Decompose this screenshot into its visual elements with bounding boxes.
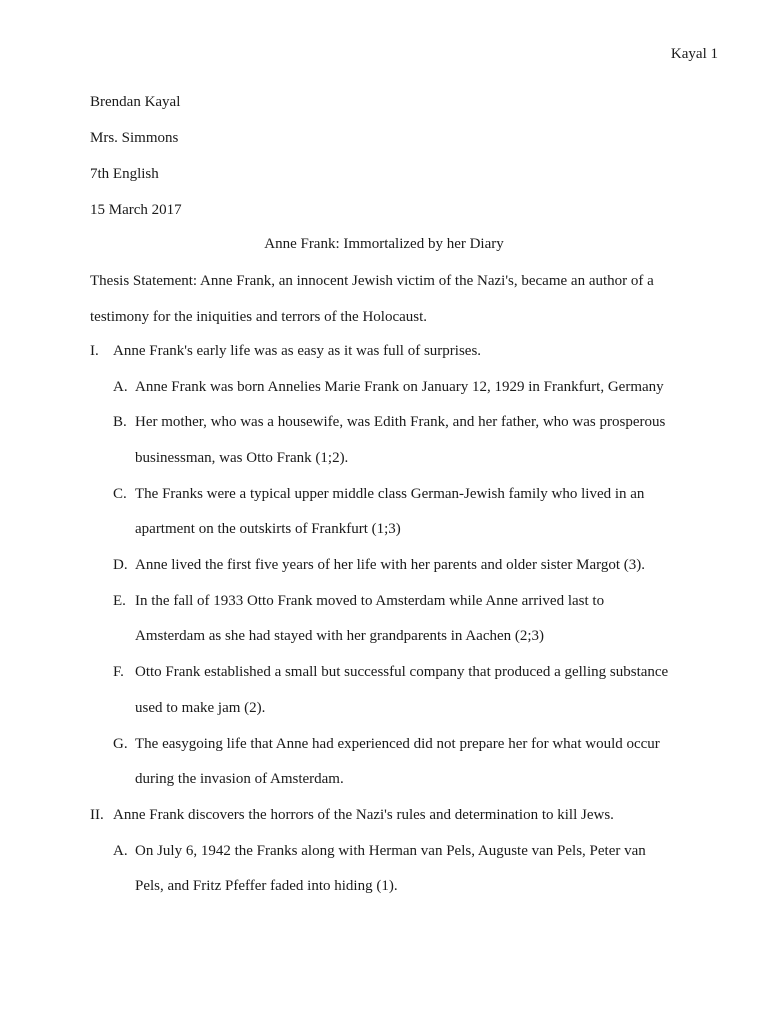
item-1d-line-1: Anne lived the first five years of her life with her parents and older sister Margot (3). — [135, 557, 645, 573]
item-1e-marker: E. — [113, 593, 126, 609]
item-1f-marker: F. — [113, 664, 124, 680]
item-2a-line-2: Pels, and Fritz Pfeffer faded into hiding (1). — [135, 878, 398, 894]
section-2-text: Anne Frank discovers the horrors of the Nazi's rules and determination to kill Jews. — [113, 807, 614, 823]
item-1f-line-1: Otto Frank established a small but successful company that produced a gelling substance — [135, 664, 669, 680]
item-1b-marker: B. — [113, 414, 127, 430]
item-1g-line-1: The easygoing life that Anne had experienced did not prepare her for what would occur — [135, 736, 660, 752]
section-1-text: Anne Frank's early life was as easy as it was full of surprises. — [113, 343, 482, 359]
item-1c-line-1: The Franks were a typical upper middle class German-Jewish family who lived in an — [135, 486, 645, 502]
page-header-label: Kayal 1 — [670, 46, 718, 62]
item-2a-marker: A. — [113, 843, 128, 859]
section-1-marker: I. — [90, 343, 99, 359]
thesis-line-2: testimony for the iniquities and terrors of the Holocaust. — [90, 309, 428, 325]
date: 15 March 2017 — [90, 202, 182, 218]
class-name: 7th English — [90, 166, 159, 182]
section-2-marker: II. — [90, 807, 104, 823]
student-name: Brendan Kayal — [90, 94, 181, 110]
item-1c-marker: C. — [113, 486, 127, 502]
item-2a-line-1: On July 6, 1942 the Franks along with Herman van Pels, Auguste van Pels, Peter van — [135, 843, 646, 859]
item-1b-line-1: Her mother, who was a housewife, was Edith Frank, and her father, who was prosperous — [135, 414, 666, 430]
item-1e-line-2: Amsterdam as she had stayed with her grandparents in Aachen (2;3) — [135, 628, 545, 644]
item-1g-line-2: during the invasion of Amsterdam. — [135, 771, 344, 787]
item-1f-line-2: used to make jam (2). — [135, 700, 266, 716]
document-title: Anne Frank: Immortalized by her Diary — [264, 236, 504, 252]
thesis-line-1: Thesis Statement: Anne Frank, an innocent Jewish victim of the Nazi's, became an author of a — [90, 273, 654, 289]
item-1g-marker: G. — [113, 736, 128, 752]
item-1b-line-2: businessman, was Otto Frank (1;2). — [135, 450, 349, 466]
item-1a-marker: A. — [113, 379, 128, 395]
item-1d-marker: D. — [113, 557, 128, 573]
item-1c-line-2: apartment on the outskirts of Frankfurt (1;3) — [135, 521, 401, 537]
item-1a-line-1: Anne Frank was born Annelies Marie Frank on January 12, 1929 in Frankfurt, Germany — [135, 379, 664, 395]
item-1e-line-1: In the fall of 1933 Otto Frank moved to Amsterdam while Anne arrived last to — [135, 593, 605, 609]
teacher-name: Mrs. Simmons — [90, 130, 179, 146]
